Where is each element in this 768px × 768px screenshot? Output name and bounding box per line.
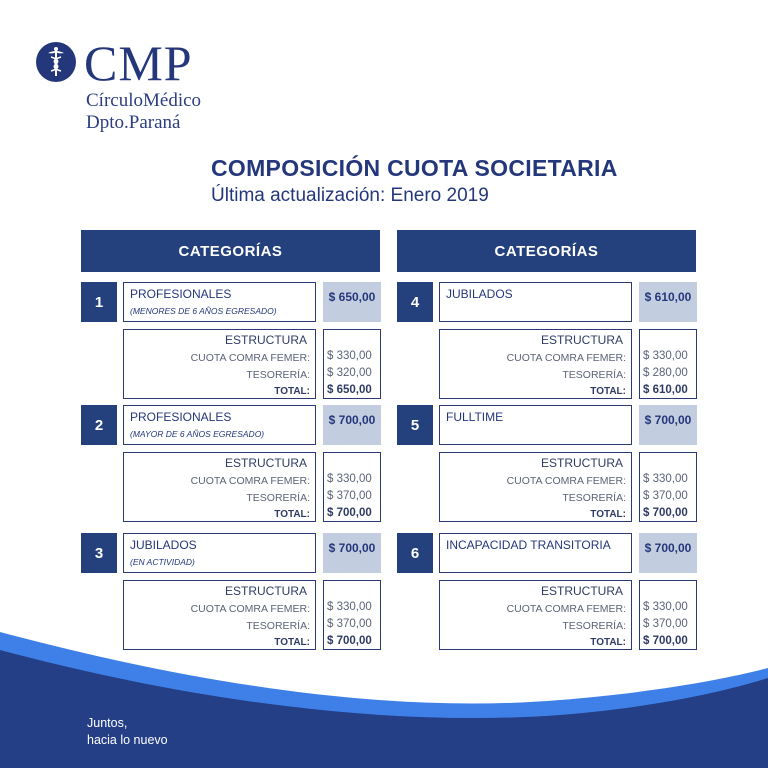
values-box [323,329,381,399]
category-name-box [439,282,632,322]
category-note: (MAYOR DE 6 AÑOS EGRESADO) [130,429,265,439]
structure-box [123,452,316,522]
category-name: PROFESIONALES [130,287,232,301]
total-value: $ 700,00 [643,635,688,647]
tesoreria-value: $ 370,00 [327,490,372,502]
category-price: $ 700,00 [323,533,381,573]
category-price: $ 700,00 [323,405,381,445]
structure-box [123,329,316,399]
cuota-value: $ 330,00 [643,350,688,362]
category-price: $ 650,00 [323,282,381,322]
category-name-box [439,533,632,573]
cuota-value: $ 330,00 [327,473,372,485]
total-label: TOTAL: [274,637,310,648]
column-header-left: CATEGORÍAS [81,230,380,272]
category-price: $ 700,00 [639,405,697,445]
category-number: 3 [81,533,117,573]
structure-title: ESTRUCTURA [540,456,623,470]
category-name: INCAPACIDAD TRANSITORIA [446,538,611,552]
total-value: $ 700,00 [327,507,372,519]
total-value: $ 700,00 [643,507,688,519]
category-number: 1 [81,282,117,322]
structure-title: ESTRUCTURA [224,584,307,598]
tesoreria-value: $ 320,00 [327,367,372,379]
structure-title: ESTRUCTURA [224,456,307,470]
tesoreria-label: TESORERÍA: [562,492,626,504]
tesoreria-value: $ 370,00 [643,490,688,502]
category-name: JUBILADOS [130,538,197,552]
tagline [87,715,168,749]
category-price: $ 610,00 [639,282,697,322]
cuota-label: CUOTA COMRA FEMER: [190,475,310,487]
logo-acronym: CMP [84,35,193,91]
cuota-value: $ 330,00 [327,350,372,362]
category-name-box [123,282,316,322]
tesoreria-value: $ 280,00 [643,367,688,379]
cuota-label: CUOTA COMRA FEMER: [190,603,310,615]
cuota-label: CUOTA COMRA FEMER: [506,475,626,487]
structure-box [439,329,632,399]
total-label: TOTAL: [590,637,626,648]
total-label: TOTAL: [274,386,310,397]
category-name-box [123,533,316,573]
values-box [639,452,697,522]
cuota-value: $ 330,00 [643,601,688,613]
tesoreria-label: TESORERÍA: [562,620,626,632]
category-name-box [439,405,632,445]
structure-title: ESTRUCTURA [540,584,623,598]
tesoreria-label: TESORERÍA: [246,369,310,381]
total-value: $ 650,00 [327,384,372,396]
total-label: TOTAL: [590,386,626,397]
category-number: 2 [81,405,117,445]
cuota-label: CUOTA COMRA FEMER: [190,352,310,364]
caduceus-icon [36,42,76,82]
structure-title: ESTRUCTURA [540,333,623,347]
tagline-line-2: hacia lo nuevo [87,733,168,747]
total-value: $ 610,00 [643,384,688,396]
category-price: $ 700,00 [639,533,697,573]
category-number: 6 [397,533,433,573]
category-number: 5 [397,405,433,445]
cuota-label: CUOTA COMRA FEMER: [506,603,626,615]
total-label: TOTAL: [274,509,310,520]
category-name: FULLTIME [446,410,504,424]
values-box [323,452,381,522]
logo-line-2: Dpto.Paraná [86,112,181,133]
values-box [639,329,697,399]
tesoreria-label: TESORERÍA: [562,369,626,381]
cuota-value: $ 330,00 [327,601,372,613]
page-subtitle: Última actualización: Enero 2019 [211,185,489,206]
structure-box [439,452,632,522]
column-header-right: CATEGORÍAS [397,230,696,272]
category-name: JUBILADOS [446,287,513,301]
tesoreria-value: $ 370,00 [643,618,688,630]
category-name-box [123,405,316,445]
tesoreria-label: TESORERÍA: [246,620,310,632]
tagline-line-1: Juntos, [87,716,128,730]
total-value: $ 700,00 [327,635,372,647]
cmp-logo [36,35,256,140]
structure-title: ESTRUCTURA [224,333,307,347]
cuota-label: CUOTA COMRA FEMER: [506,352,626,364]
logo-line-1: CírculoMédico [86,90,202,111]
cuota-value: $ 330,00 [643,473,688,485]
logo-subtitle [86,90,201,134]
category-name: PROFESIONALES [130,410,232,424]
category-note: (MENORES DE 6 AÑOS EGRESADO) [130,306,277,316]
category-note: (EN ACTIVIDAD) [130,557,195,567]
total-label: TOTAL: [590,509,626,520]
category-number: 4 [397,282,433,322]
tesoreria-label: TESORERÍA: [246,492,310,504]
tesoreria-value: $ 370,00 [327,618,372,630]
page-title: COMPOSICIÓN CUOTA SOCIETARIA [211,155,618,181]
